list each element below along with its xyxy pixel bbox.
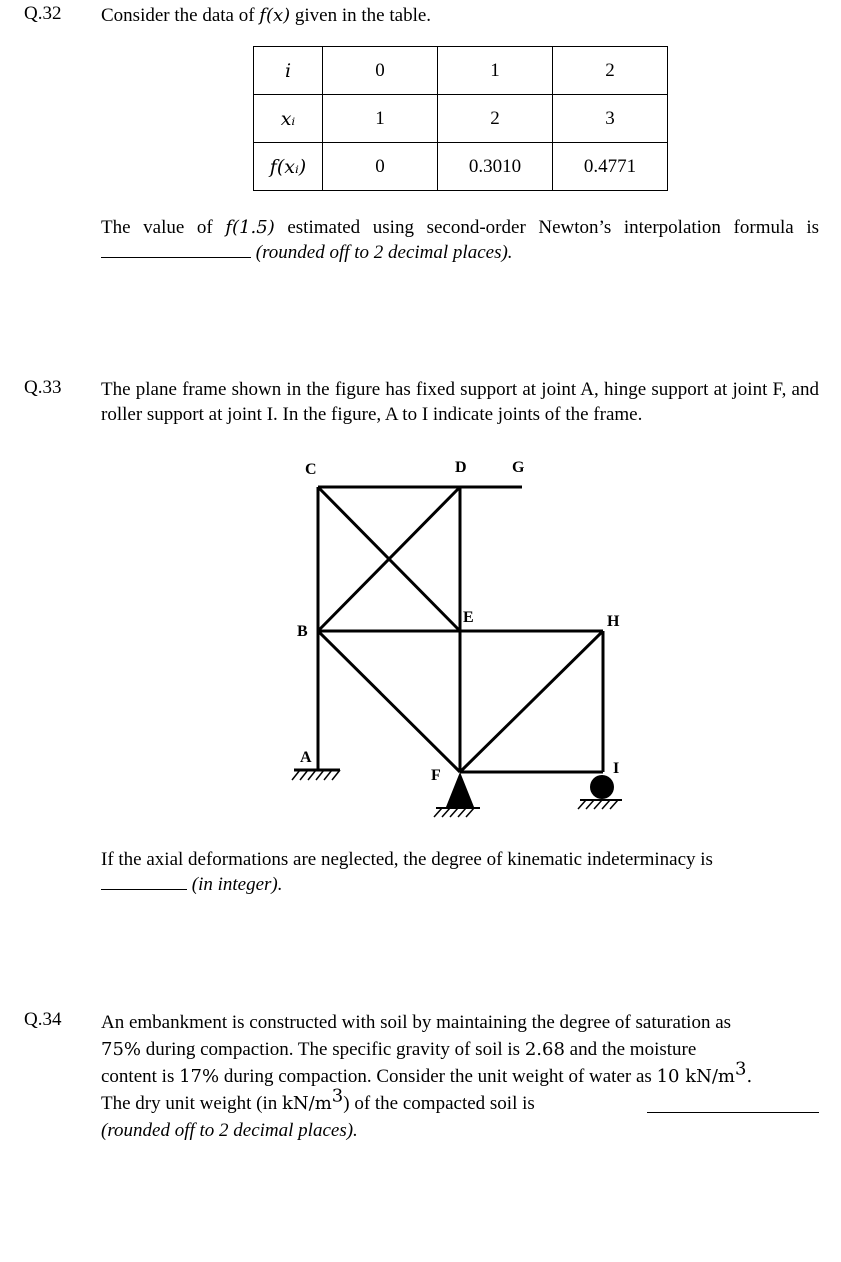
q33-question-text: If the axial deformations are neglected, the degree of kinematic indeterminacy is <box>101 849 713 870</box>
q34-moisture: 17% <box>179 1066 220 1087</box>
frame-members <box>318 487 603 772</box>
table-cell: 0.3010 <box>438 143 553 191</box>
q34-water-unit-weight: 10 kN/m <box>656 1066 735 1087</box>
table-cell: 0.4771 <box>553 143 668 191</box>
table-cell: 2 <box>553 47 668 95</box>
q34-line-2-end: and the moisture <box>564 1039 697 1060</box>
row-label-fxi: f(xᵢ) <box>254 143 323 191</box>
answer-blank <box>101 243 251 258</box>
q34-line-3: content is <box>101 1066 180 1087</box>
q34-question-hint: (rounded off to 2 decimal places). <box>101 1120 358 1141</box>
table-row <box>254 47 668 95</box>
row-label-i: i <box>254 47 323 95</box>
table-cell: 0 <box>323 47 438 95</box>
table-cell: 1 <box>323 95 438 143</box>
joint-label-I: I <box>613 760 620 777</box>
interpolation-table <box>253 46 668 191</box>
joint-label-A: A <box>300 749 312 766</box>
q34-line-2: during compaction. The specific gravity of soil is <box>141 1039 525 1060</box>
q32-intro-prefix: Consider the data of <box>101 5 260 26</box>
q34-specific-gravity: 2.68 <box>524 1039 565 1060</box>
q34-saturation: 75% <box>101 1039 142 1060</box>
question-number-34: Q.34 <box>24 1009 62 1030</box>
q32-intro-fx: f(x) <box>259 5 291 26</box>
joint-label-C: C <box>305 461 317 478</box>
question-number-33: Q.33 <box>24 377 62 398</box>
plane-frame-figure <box>280 450 640 835</box>
table-cell: 1 <box>438 47 553 95</box>
q32-question-prefix: The value of <box>101 217 226 238</box>
q33-question-hint: (in integer). <box>191 874 283 895</box>
q32-question-hint: (rounded off to 2 decimal places). <box>255 242 513 263</box>
q34-unit: kN/m <box>282 1093 332 1114</box>
table-row <box>254 143 668 191</box>
q32-intro <box>101 3 819 28</box>
q34-unit-exponent: 3 <box>331 1085 344 1107</box>
q34-line-4: The dry unit weight (in <box>101 1093 282 1114</box>
answer-blank <box>101 875 187 890</box>
q32-question <box>101 215 819 265</box>
table-cell: 3 <box>553 95 668 143</box>
q32-intro-suffix: given in the table. <box>290 5 432 26</box>
q33-intro: The plane frame shown in the figure has fixed support at joint A, hinge support at joint F, and roller support at joint I. In the figure, A to I indicate joints of the frame. <box>101 379 819 425</box>
q34-line-4-end: ) of the compacted soil is <box>343 1093 535 1114</box>
q34-question <box>101 1009 819 1144</box>
row-label-xi: xᵢ <box>254 95 323 143</box>
joint-label-B: B <box>297 623 308 640</box>
table-row <box>254 95 668 143</box>
joint-label-G: G <box>512 459 525 476</box>
joint-label-E: E <box>463 609 474 626</box>
table-cell: 0 <box>323 143 438 191</box>
q34-line-1: An embankment is constructed with soil by maintaining the degree of saturation as <box>101 1012 732 1033</box>
fixed-support-A <box>292 770 340 780</box>
joint-label-F: F <box>431 767 441 784</box>
joint-label-H: H <box>607 613 620 630</box>
answer-blank <box>647 1098 819 1113</box>
question-number-32: Q.32 <box>24 3 62 24</box>
q32-question-mid: estimated using second-order Newton’s interpolation formula is <box>274 217 819 238</box>
q32-question-fx: f(1.5) <box>225 217 275 238</box>
q34-exponent: 3 <box>734 1058 747 1080</box>
hinge-support-F <box>434 772 480 817</box>
roller-support-I <box>578 775 622 809</box>
joint-label-D: D <box>455 459 467 476</box>
q34-period: . <box>746 1066 753 1087</box>
member-diagonal-F-H <box>460 631 603 772</box>
q34-line-3-mid: during compaction. Consider the unit weight of water as <box>219 1066 657 1087</box>
q33-question <box>101 847 819 897</box>
table-cell: 2 <box>438 95 553 143</box>
member-diagonal-B-F <box>318 631 460 772</box>
